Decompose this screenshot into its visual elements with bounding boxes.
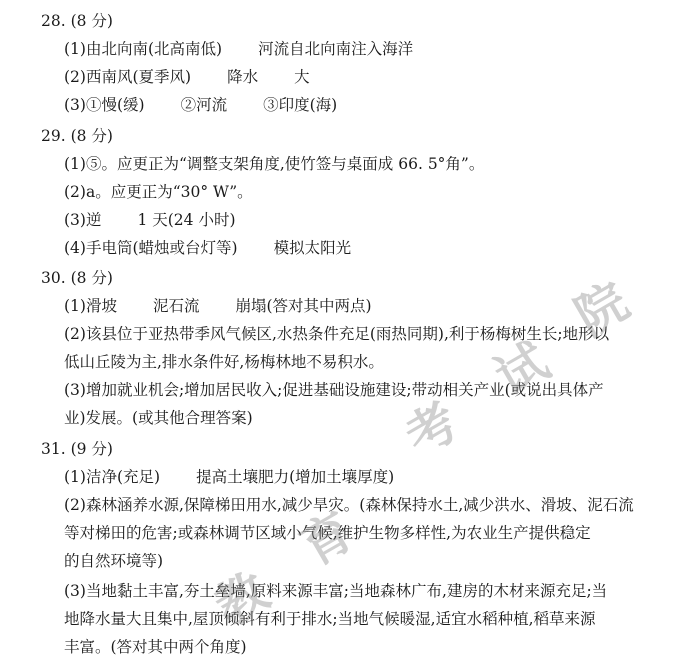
q28-part1-a: (1)由北向南(北高南低) — [64, 40, 223, 58]
q28-part3 — [64, 94, 337, 116]
q31-part3-cont2: 丰富。(答对其中两个角度) — [64, 638, 247, 656]
q30-part1-a: (1)滑坡 — [64, 297, 117, 315]
watermark-char: 院 — [565, 271, 639, 348]
q31-part2-cont1: 等对梯田的危害;或森林调节区域小气候,维护生物多样性,为农业生产提供稳定 — [64, 524, 591, 542]
watermark-char: 考 — [395, 391, 469, 468]
q31-part1-a: (1)洁净(充足) — [64, 468, 161, 486]
q29-part1: (1)⑤。应更正为“调整支架角度,使竹签与桌面成 66. 5°角”。 — [64, 155, 485, 173]
q29-part4-b: 模拟太阳光 — [273, 239, 352, 257]
q31-heading: 31. (9 分) — [41, 440, 113, 458]
q30-part1 — [64, 295, 372, 317]
q30-part2: (2)该县位于亚热带季风气候区,水热条件充足(雨热同期),利于杨梅树生长;地形以 — [64, 325, 610, 343]
q29-part2: (2)a。应更正为“30° W”。 — [64, 183, 253, 201]
q29-heading: 29. (8 分) — [41, 127, 113, 145]
q31-part1-b: 提高土壤肥力(增加土壤厚度) — [196, 468, 395, 486]
q30-part2-cont: 低山丘陵为主,排水条件好,杨梅林地不易积水。 — [64, 353, 384, 371]
q31-part2-cont2: 的自然环境等) — [64, 552, 164, 570]
q29-part3-a: (3)逆 — [64, 211, 102, 229]
q28-part1 — [64, 38, 413, 60]
q30-part1-b: 泥石流 — [152, 297, 200, 315]
q29-part3 — [64, 209, 236, 231]
q28-part3-c: ③印度(海) — [263, 96, 338, 114]
q28-part3-a: (3)①慢(缓) — [64, 96, 145, 114]
q29-part3-b: 1 天(24 小时) — [137, 211, 236, 229]
q28-heading: 28. (8 分) — [41, 12, 113, 30]
q28-part3-b: ②河流 — [180, 96, 228, 114]
q30-heading: 30. (8 分) — [41, 269, 113, 287]
q28-part2-b: 降水 — [227, 68, 259, 86]
q31-part2: (2)森林涵养水源,保障梯田用水,减少旱灾。(森林保持水土,减少洪水、滑坡、泥石流 — [64, 496, 634, 514]
q31-part1 — [64, 466, 394, 488]
q29-part4-a: (4)手电筒(蜡烛或台灯等) — [64, 239, 238, 257]
q28-part2 — [64, 66, 310, 88]
watermark-char: 试 — [485, 331, 559, 408]
q29-part4 — [64, 237, 351, 259]
watermark-char: 教 — [205, 561, 279, 638]
q31-part3: (3)当地黏土丰富,夯土垒墙,原料来源丰富;当地森林广布,建房的木材来源充足;当 — [64, 582, 608, 600]
q28-part1-b: 河流自北向南注入海洋 — [258, 40, 414, 58]
q30-part3: (3)增加就业机会;增加居民收入;促进基础设施建设;带动相关产业(或说出具体产 — [64, 381, 604, 399]
q28-part2-c: 大 — [294, 68, 310, 86]
q30-part1-c: 崩塌(答对其中两点) — [235, 297, 372, 315]
q28-part2-a: (2)西南风(夏季风) — [64, 68, 192, 86]
watermark-char: 育 — [290, 501, 364, 578]
q31-part3-cont1: 地降水量大且集中,屋顶倾斜有利于排水;当地气候暖湿,适宜水稻种植,稻草来源 — [64, 610, 596, 628]
q30-part3-cont: 业)发展。(或其他合理答案) — [64, 409, 253, 427]
